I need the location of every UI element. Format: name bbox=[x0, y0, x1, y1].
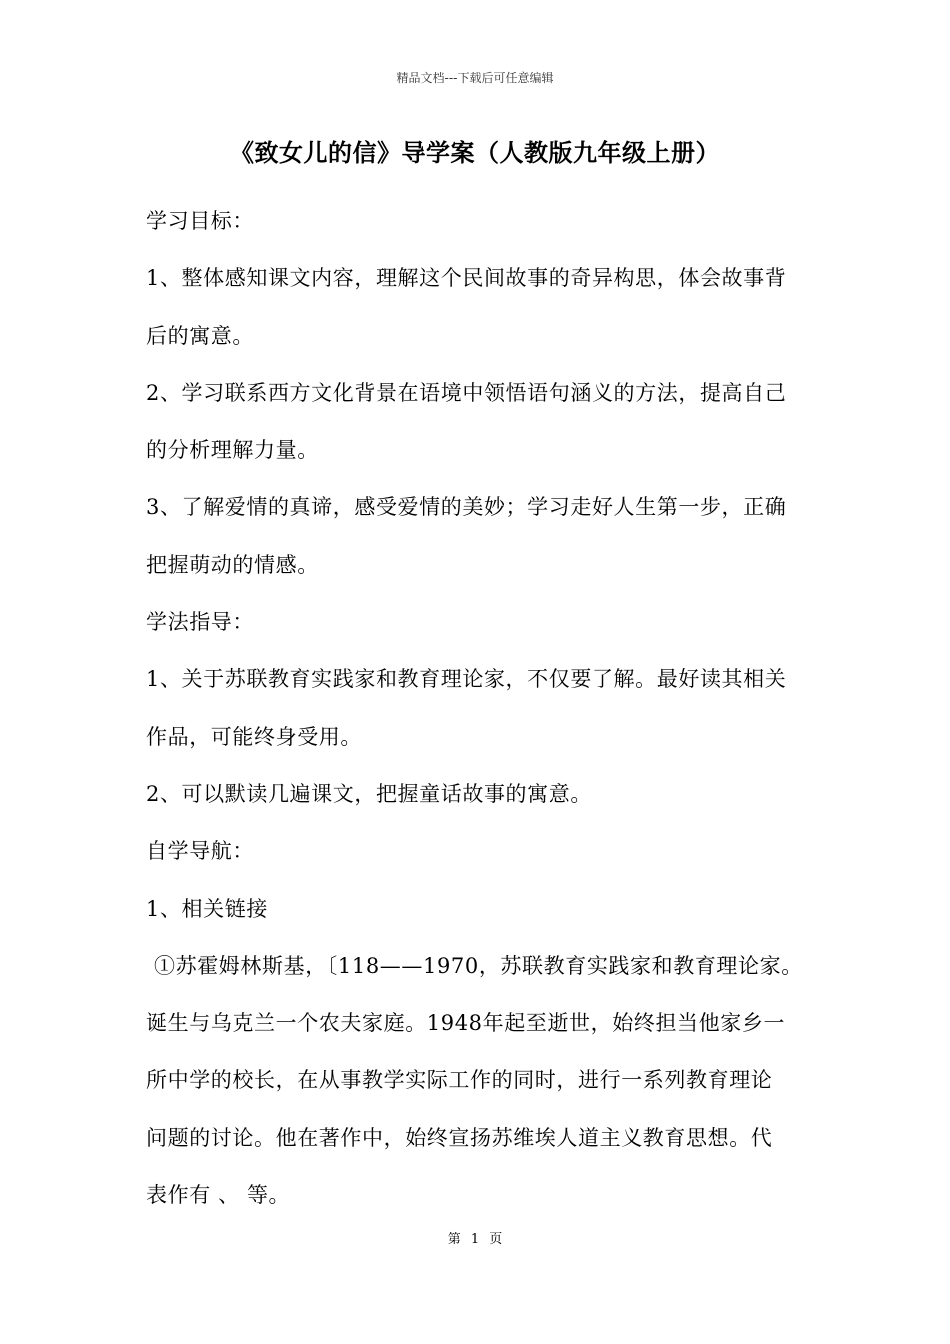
footer-suffix: 页 bbox=[489, 1232, 503, 1247]
paragraph-line: 2、可以默读几遍课文，把握童话故事的寓意。 bbox=[146, 781, 592, 806]
paragraph-line: 1、整体感知课文内容，理解这个民间故事的奇异构思，体会故事背 bbox=[146, 266, 787, 291]
paragraph-line: 表作有 、 等。 bbox=[146, 1183, 291, 1208]
paragraph-line: 2、学习联系西方文化背景在语境中领悟语句涵义的方法，提高自己 bbox=[146, 380, 787, 405]
body-text bbox=[146, 197, 826, 1228]
header-note: 精品文档---下载后可任意编辑 bbox=[396, 71, 554, 85]
document-title: 《致女儿的信》导学案（人教版九年级上册） bbox=[230, 139, 720, 167]
paragraph-line: 问题的讨论。他在著作中，始终宣扬苏维埃人道主义教育思想。代 bbox=[146, 1125, 773, 1150]
paragraph-line: 诞生与乌克兰一个农夫家庭。1948年起至逝世，始终担当他家乡一 bbox=[146, 1011, 786, 1036]
paragraph-line: 作品，可能终身受用。 bbox=[146, 724, 362, 749]
paragraph-line: ①苏霍姆林斯基，〔118——1970，苏联教育实践家和教育理论家。 bbox=[154, 953, 803, 978]
paragraph-line: 1、关于苏联教育实践家和教育理论家，不仅要了解。最好读其相关 bbox=[146, 667, 787, 692]
page-number: 1 bbox=[470, 1232, 480, 1247]
page-footer bbox=[0, 1228, 950, 1247]
paragraph-line: 1、相关链接 bbox=[146, 896, 268, 921]
footer-prefix: 第 bbox=[447, 1232, 461, 1247]
paragraph-line: 把握萌动的情感。 bbox=[146, 552, 319, 577]
paragraph-line: 3、了解爱情的真谛，感受爱情的美妙；学习走好人生第一步，正确 bbox=[146, 495, 787, 520]
section-heading-self-study: 自学导航： bbox=[146, 839, 254, 864]
paragraph-line: 所中学的校长，在从事教学实际工作的同时，进行一系列教育理论 bbox=[146, 1068, 773, 1093]
paragraph-line: 的分析理解力量。 bbox=[146, 438, 319, 463]
section-heading-method: 学法指导： bbox=[146, 610, 254, 635]
paragraph-line: 后的寓意。 bbox=[146, 323, 254, 348]
section-heading-objectives: 学习目标： bbox=[146, 209, 254, 233]
